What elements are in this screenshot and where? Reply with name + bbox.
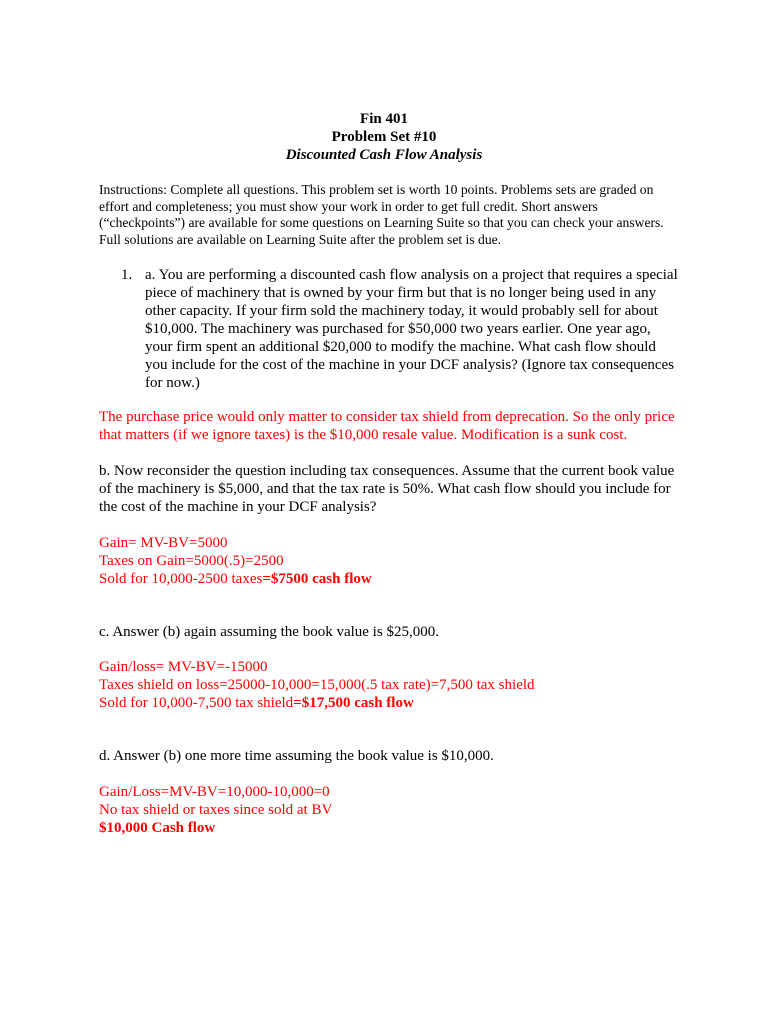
answer-1c [99, 658, 679, 712]
instructions-paragraph: Instructions: Complete all questions. This problem set is worth 10 points. Problems sets are graded on effort and completeness; you must show your work in order to get full credit. Short answers (“checkpoints”) are available for some questions on Learning Suite so that you can check your answers. Full solutions are available on Learning Suite after the problem set is due. [99, 182, 664, 247]
question-1b-text: b. Now reconsider the question including tax consequences. Assume that the current book value of the machinery is $5,000, and that the tax rate is 50%. What cash flow should you include for the cost of the machine in your DCF analysis? [99, 463, 675, 515]
answer-1c-line-3-plain: Sold for 10,000-7,500 tax shield [99, 695, 294, 711]
answer-1c-line-3 [99, 694, 679, 712]
answer-1b-line-3-plain: Sold for 10,000-2500 taxes [99, 571, 263, 587]
answer-1c-result: =$17,500 cash flow [293, 695, 414, 711]
course-title: Fin 401 [360, 111, 408, 127]
question-1c-text: c. Answer (b) again assuming the book value is $25,000. [99, 624, 439, 640]
answer-1c-line-1: Gain/loss= MV-BV=-15000 [99, 659, 268, 675]
document-subtitle: Discounted Cash Flow Analysis [285, 147, 483, 163]
answer-1b-line-2: Taxes on Gain=5000(.5)=2500 [99, 553, 284, 569]
answer-1d-line-1: Gain/Loss=MV-BV=10,000-10,000=0 [99, 784, 330, 800]
question-1a-text: a. You are performing a discounted cash flow analysis on a project that requires a special piece of machinery that is owned by your firm but that is no longer being used in any other capacity. If your firm sold the machinery today, it would probably sell for about $10,000. The machinery was purchased for $50,000 two years earlier. One year ago, your firm spent an additional $20,000 to modify the machine. What cash flow should you include for the cost of the machine in your DCF analysis? (Ignore tax consequences for now.) [145, 267, 678, 391]
problem-set-title: Problem Set #10 [331, 129, 437, 145]
answer-1b-line-1: Gain= MV-BV=5000 [99, 535, 228, 551]
answer-1d [99, 783, 679, 837]
question-1 [99, 266, 679, 392]
question-1-number: 1. [121, 267, 133, 283]
answer-1d-result: $10,000 Cash flow [99, 820, 216, 836]
answer-1d-line-2: No tax shield or taxes since sold at BV [99, 802, 333, 818]
answer-1c-line-2: Taxes shield on loss=25000-10,000=15,000(.5 tax rate)=7,500 tax shield [99, 677, 535, 693]
answer-1b-line-3 [99, 570, 679, 588]
answer-1b [99, 534, 679, 588]
document-header [0, 110, 768, 164]
answer-1b-result: =$7500 cash flow [262, 571, 372, 587]
question-1d-text: d. Answer (b) one more time assuming the book value is $10,000. [99, 748, 494, 764]
answer-1a: The purchase price would only matter to consider tax shield from deprecation. So the only price that matters (if we ignore taxes) is the $10,000 resale value. Modification is a sunk cost. [99, 409, 675, 443]
